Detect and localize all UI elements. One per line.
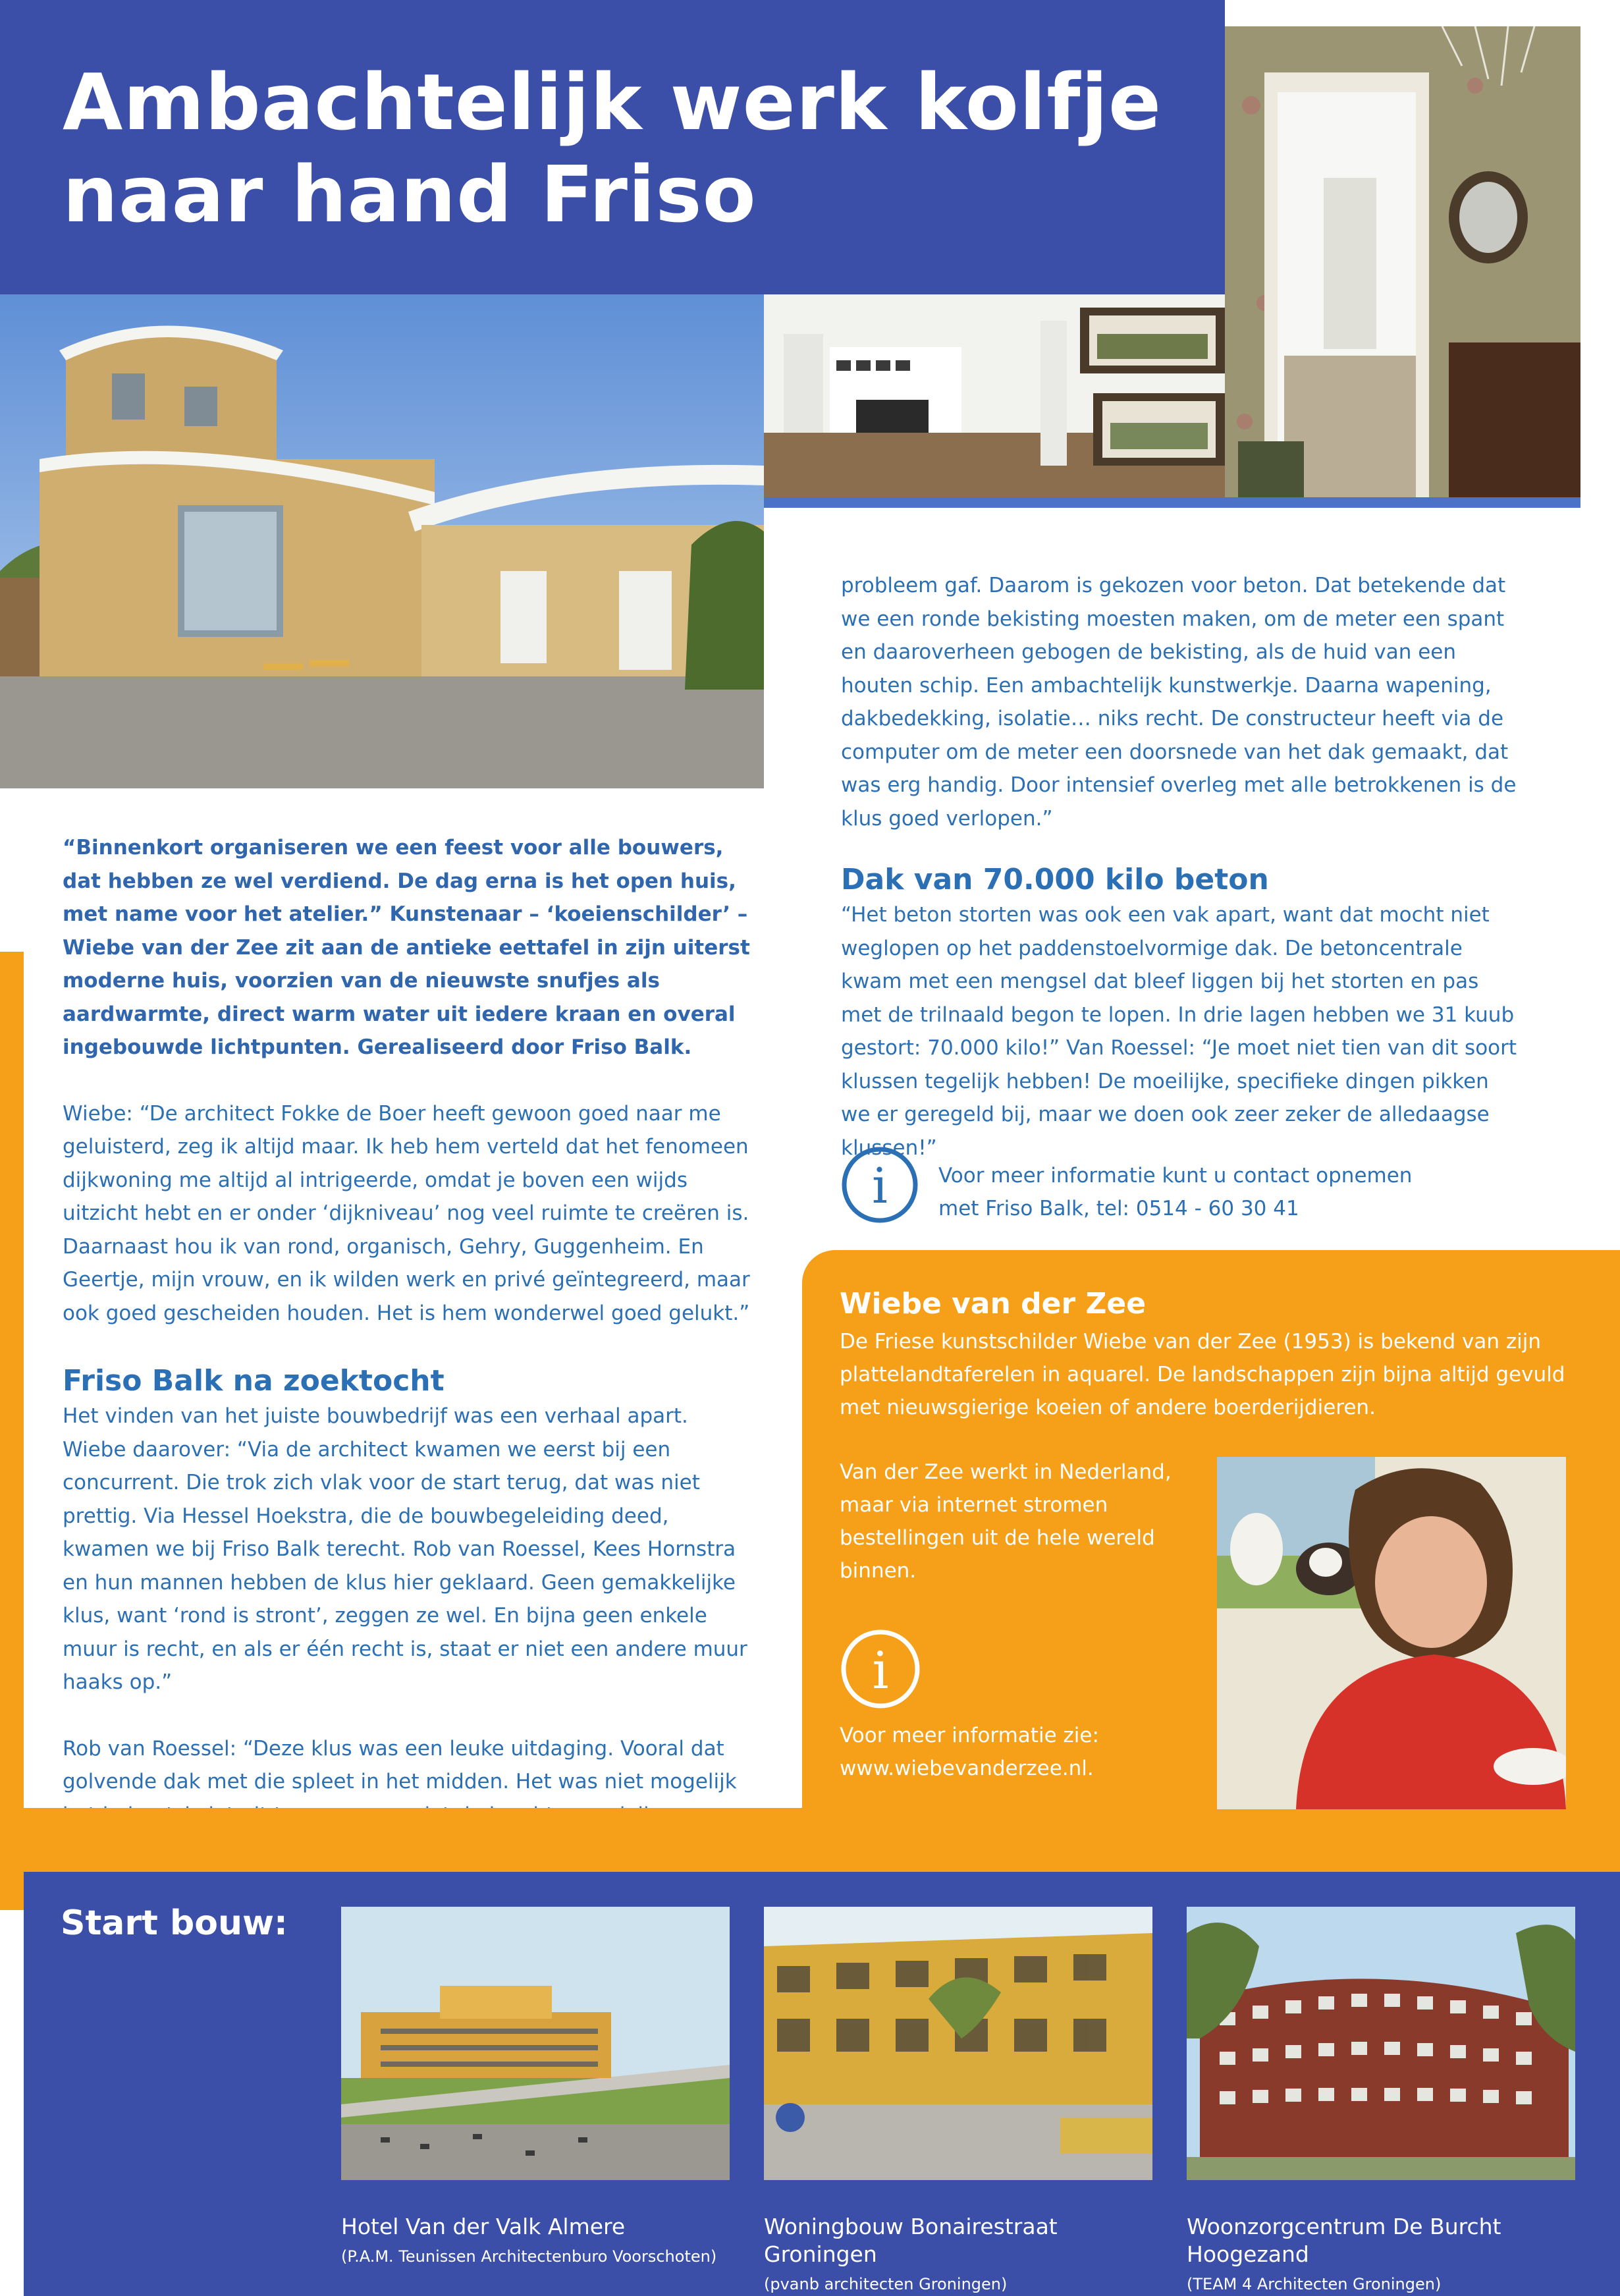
footer-label: Start bouw: (61, 1903, 288, 1943)
svg-text:i: i (872, 1641, 889, 1701)
paragraph-3: Rob van Roessel: “Deze klus was een leuke uitdaging. Vooral dat golvende dak met die spleet in het midden. Het was niet mogelijk (63, 1736, 737, 1793)
info-contact-line-1: Voor meer informatie kunt u contact opnemen (938, 1164, 1413, 1188)
paragraph-4: probleem gaf. Daarom is gekozen voor beton. Dat betekende dat we een ronde bekisting moesten maken, om de meter een spant en daaroverheen gebogen de bekisting, als de huid van een houten schip. Een ambachtelijk kunstwerkje. Daarna wapening, dakbedekking, isolatie… niks recht. De constructeur heeft via de computer om de meter een doorsnede van het dak gemaakt, dat was erg handig. Door intensief overleg met alle betrokkenen is de klus goed verlopen.” (841, 574, 1517, 831)
photo-project-hotel (341, 1907, 730, 2180)
photo-project-burcht (1187, 1907, 1575, 2180)
left-column (63, 831, 751, 1832)
info-contact-line-2: met Friso Balk, tel: 0514 - 60 30 41 (938, 1197, 1299, 1220)
paragraph-5: “Het beton storten was ook een vak apart, want dat mocht niet weglopen op het paddenstoelvormige dak. De betoncentrale kwam met een mengsel dat bleef liggen bij het storten en pas met de trilnaald begon te lopen. In drie lagen hebben we 31 kuub gestort: 70.000 kilo!” Van Roessel: “Je moet niet tien van dit soort klussen tegelijk hebben! De moeilijke, specifieke dingen pikken we er geregeld bij, maar we doen ook zeer zeker de alledaagse klussen!” (841, 903, 1517, 1160)
title-line-1: Ambachtelijk werk kolfje (63, 57, 1162, 148)
project-architect-bonairestraat: (pvanb architecten Groningen) (764, 2275, 1008, 2293)
divider-line (764, 497, 1580, 508)
sidebar-info-label: Voor meer informatie zie: (840, 1724, 1099, 1747)
sidebar-text: Van der Zee werkt in Nederland, maar via internet stromen bestellingen uit de hele wereld binnen. (840, 1460, 1172, 1583)
left-orange-accent (0, 952, 24, 1874)
title-line-2: naar hand Friso (63, 149, 757, 240)
paragraph-1: Wiebe: “De architect Fokke de Boer heeft gewoon goed naar me geluisterd, zeg ik altijd maar. Ik heb hem verteld dat het fenomeen dijkwoning me altijd al intrigeerde, omdat je boven een wijds uitzicht hebt en er onder ‘dijkniveau’ nog veel ruimte te creëren is. Daarnaast hou ik van rond, organisch, Gehry, Guggenheim. En Geertje, mijn vrouw, en ik wilden werk en privé geïntegreerd, maar ook goed gescheiden houden. Het is hem wonderwel goed gelukt.” (63, 1101, 750, 1325)
project-name-burcht: Woonzorgcentrum De Burcht Hoogezand (1187, 2214, 1501, 2267)
project-name-hotel: Hotel Van der Valk Almere (341, 2214, 626, 2239)
sidebar-intro: De Friese kunstschilder Wiebe van der Zee (1953) is bekend van zijn plattelandtaferelen in aquarel. De landschappen zijn bijna altijd gevuld met nieuwsgierige koeien of andere boerderijdieren. (840, 1330, 1565, 1419)
heading-friso-balk: Friso Balk na zoektocht (63, 1364, 445, 1398)
photo-artist (1217, 1457, 1566, 1809)
heading-dak-beton: Dak van 70.000 kilo beton (841, 863, 1269, 896)
info-icon (841, 1146, 919, 1224)
project-caption-bonairestraat (764, 2213, 1172, 2295)
photo-house-exterior (0, 294, 764, 788)
photo-project-bonairestraat (764, 1907, 1152, 2180)
sidebar-info-url: www.wiebevanderzee.nl. (840, 1757, 1094, 1780)
lead-paragraph: “Binnenkort organiseren we een feest voor alle bouwers, dat hebben ze wel verdiend. De dag erna is het open huis, met name voor het atelier.” Kunstenaar – ‘koeienschilder’ – Wiebe van der Zee zit aan de antieke eettafel in zijn uiterst moderne huis, voorzien van de nieuwste snufjes als aardwarmte, direct warm water uit iedere kraan en overal ingebouwde lichtpunten. Gerealiseerd door Friso Balk. (63, 836, 750, 1059)
info-contact-block (841, 1146, 1539, 1232)
sidebar-info (840, 1719, 1235, 1785)
photo-gallery-atelier (764, 294, 1225, 497)
right-column (841, 569, 1519, 1197)
project-architect-hotel: (P.A.M. Teunissen Architectenburo Voorschoten) (341, 2247, 717, 2266)
paragraph-2: Het vinden van het juiste bouwbedrijf was een verhaal apart. Wiebe daarover: “Via de architect kwamen we eerst bij een concurrent. Die trok zich vlak voor de start terug, dat was niet prettig. Via Hessel Hoekstra, die de bouwbegeleiding deed, kwamen we bij Friso Balk terecht. Rob van Roessel, Kees Hornstra en hun mannen hebben de klus hier geklaard. Geen gemakkelijke klus, want ‘rond is stront’, zeggen ze wel. En bijna geen enkele muur is recht, en als er één recht is, staat er niet een andere muur haaks op.” (63, 1404, 747, 1694)
info-contact-text (938, 1159, 1531, 1225)
page-title (63, 56, 1208, 240)
sidebar-heading: Wiebe van der Zee (840, 1287, 1147, 1321)
project-caption-hotel (341, 2213, 749, 2267)
project-architect-burcht: (TEAM 4 Architecten Groningen) (1187, 2275, 1442, 2293)
svg-text:i: i (872, 1158, 888, 1215)
sidebar-info-icon (840, 1628, 922, 1710)
project-name-bonairestraat: Woningbouw Bonairestraat Groningen (764, 2214, 1058, 2267)
photo-interior-hallway (1225, 26, 1580, 497)
project-caption-burcht (1187, 2213, 1608, 2295)
